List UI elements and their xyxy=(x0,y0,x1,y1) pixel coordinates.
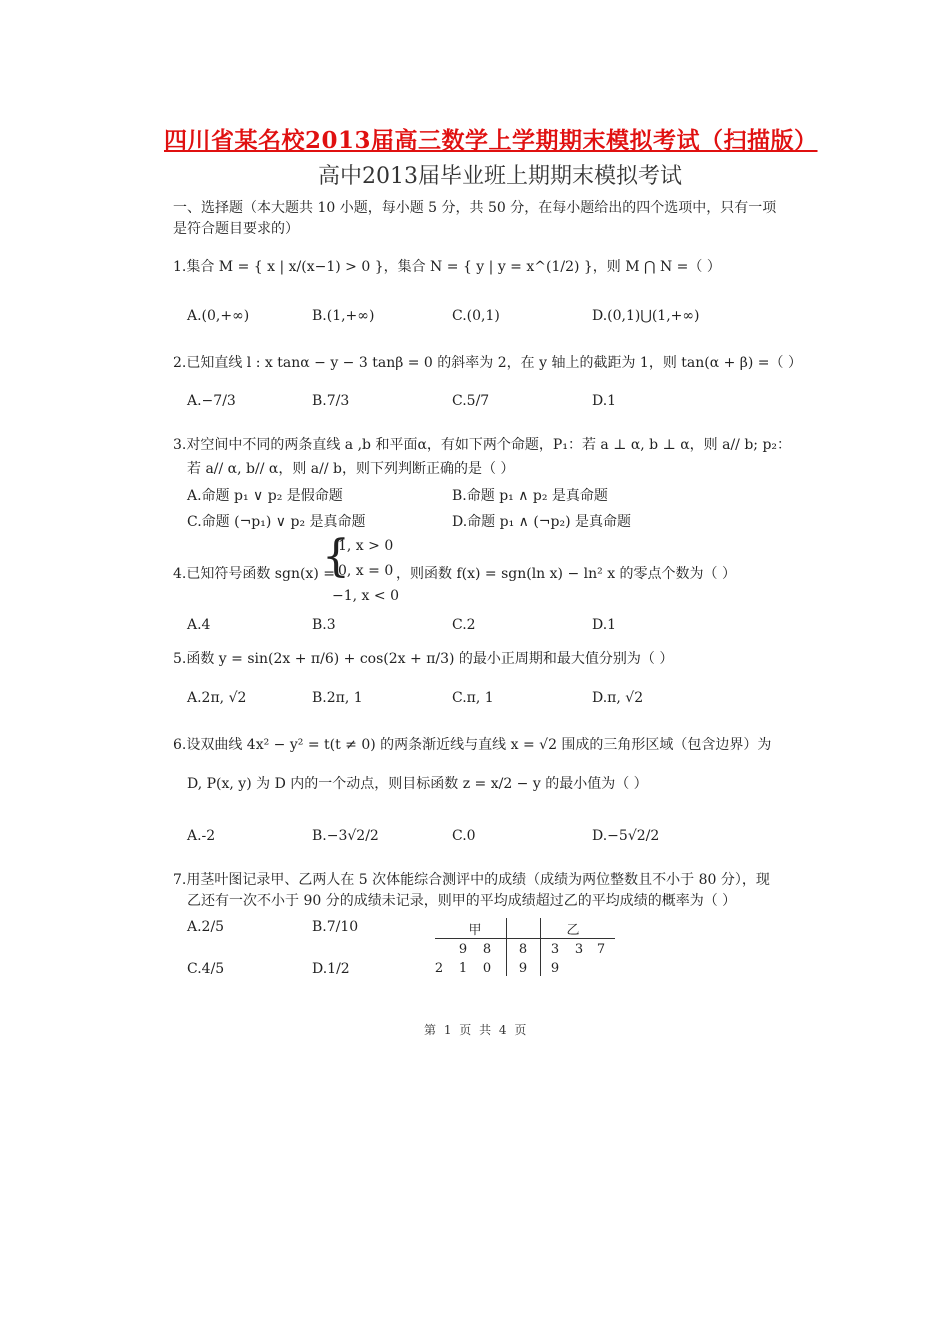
stem-leaf-header-left: 甲 xyxy=(468,923,482,938)
q5-option-a: A.2π, √2 xyxy=(187,690,247,706)
q2-option-d: D.1 xyxy=(592,393,617,409)
stem-value: 8 xyxy=(518,942,528,957)
stem-leaf-horizontal-rule xyxy=(435,938,615,939)
q4-option-d: D.1 xyxy=(592,617,617,633)
section-heading-line2: 是符合题目要求的） xyxy=(173,221,299,237)
q1-stem: 1.集合 M = { x | x/(x−1) > 0 }，集合 N = { y | y = x^(1/2) }，则 M ⋂ N =（ ） xyxy=(173,259,721,275)
q4-case-1: 1, x > 0 xyxy=(338,538,394,554)
q7-option-c: C.4/5 xyxy=(187,961,225,977)
leaf-right: 3 xyxy=(550,942,560,957)
q1-option-d: D.(0,1)⋃(1,+∞) xyxy=(592,308,700,324)
q4-option-a: A.4 xyxy=(187,617,211,633)
leaf-left: 1 xyxy=(458,961,468,976)
q3-option-d: D.命题 p₁ ∧ (¬p₂) 是真命题 xyxy=(452,514,632,530)
q2-option-a: A.−7/3 xyxy=(187,393,236,409)
q3-stem-line2: 若 a// α, b// α，则 a// b，则下列判断正确的是（ ） xyxy=(187,461,515,477)
q3-option-a: A.命题 p₁ ∨ p₂ 是假命题 xyxy=(187,488,343,504)
q2-option-b: B.7/3 xyxy=(312,393,350,409)
q6-option-a: A.-2 xyxy=(187,828,216,844)
q7-option-b: B.7/10 xyxy=(312,919,359,935)
leaf-left: 2 xyxy=(434,961,444,976)
stem-value: 9 xyxy=(518,961,528,976)
q6-option-d: D.−5√2/2 xyxy=(592,828,660,844)
q6-stem-line1: 6.设双曲线 4x² − y² = t(t ≠ 0) 的两条渐近线与直线 x = √2 围成的三角形区域（包含边界）为 xyxy=(173,737,772,753)
leaf-right: 7 xyxy=(596,942,606,957)
q1-option-b: B.(1,+∞) xyxy=(312,308,375,324)
q6-option-c: C.0 xyxy=(452,828,476,844)
q3-option-b: B.命题 p₁ ∧ p₂ 是真命题 xyxy=(452,488,608,504)
q3-stem-line1: 3.对空间中不同的两条直线 a ,b 和平面α，有如下两个命题，P₁：若 a ⊥ α, b ⊥ α，则 a// b; p₂： xyxy=(173,437,792,453)
q1-option-c: C.(0,1) xyxy=(452,308,500,324)
q3-option-c: C.命题 (¬p₁) ∨ p₂ 是真命题 xyxy=(187,514,366,530)
q1-option-a: A.(0,+∞) xyxy=(187,308,250,324)
q5-option-c: C.π, 1 xyxy=(452,690,494,706)
q4-stem-suffix: ，则函数 f(x) = sgn(ln x) − ln² x 的零点个数为（ ） xyxy=(396,566,736,582)
q2-stem: 2.已知直线 l : x tanα − y − 3 tanβ = 0 的斜率为 2，在 y 轴上的截距为 1，则 tan(α + β) =（ ） xyxy=(173,355,802,371)
q2-option-c: C.5/7 xyxy=(452,393,490,409)
q4-case-2: 0, x = 0 xyxy=(338,563,394,579)
q4-case-3: −1, x < 0 xyxy=(332,588,399,604)
section-heading-line1: 一、选择题（本大题共 10 小题，每小题 5 分，共 50 分，在每小题给出的四个选项中，只有一项 xyxy=(173,200,777,216)
q7-stem-line1: 7.用茎叶图记录甲、乙两人在 5 次体能综合测评中的成绩（成绩为两位整数且不小于 80 分），现 xyxy=(173,872,770,888)
stem-leaf-divider-right xyxy=(540,918,541,976)
q6-option-b: B.−3√2/2 xyxy=(312,828,379,844)
leaf-right: 3 xyxy=(574,942,584,957)
q7-stem-line2: 乙还有一次不小于 90 分的成绩未记录，则甲的平均成绩超过乙的平均成绩的概率为（ ） xyxy=(187,893,737,909)
page-title: 四川省某名校2013届高三数学上学期期末模拟考试（扫描版） xyxy=(164,127,818,154)
page-number: 第 1 页 共 4 页 xyxy=(424,1023,529,1037)
leaf-right: 9 xyxy=(550,961,560,976)
q7-option-d: D.1/2 xyxy=(312,961,350,977)
leaf-left: 0 xyxy=(482,961,492,976)
q7-option-a: A.2/5 xyxy=(187,919,225,935)
q4-stem-prefix: 4.已知符号函数 sgn(x) = xyxy=(173,566,335,582)
q5-option-b: B.2π, 1 xyxy=(312,690,363,706)
stem-leaf-divider-left xyxy=(506,918,507,976)
q4-case-brace: { xyxy=(322,531,350,582)
q4-option-c: C.2 xyxy=(452,617,476,633)
q5-option-d: D.π, √2 xyxy=(592,690,644,706)
leaf-left: 8 xyxy=(482,942,492,957)
q6-stem-line2: D, P(x, y) 为 D 内的一个动点，则目标函数 z = x/2 − y 的最小值为（ ） xyxy=(187,776,648,792)
q4-option-b: B.3 xyxy=(312,617,336,633)
q5-stem: 5.函数 y = sin(2x + π/6) + cos(2x + π/3) 的最小正周期和最大值分别为（ ） xyxy=(173,651,674,667)
leaf-left: 9 xyxy=(458,942,468,957)
stem-leaf-header-right: 乙 xyxy=(566,923,580,938)
exam-subtitle: 高中2013届毕业班上期期末模拟考试 xyxy=(318,164,682,189)
